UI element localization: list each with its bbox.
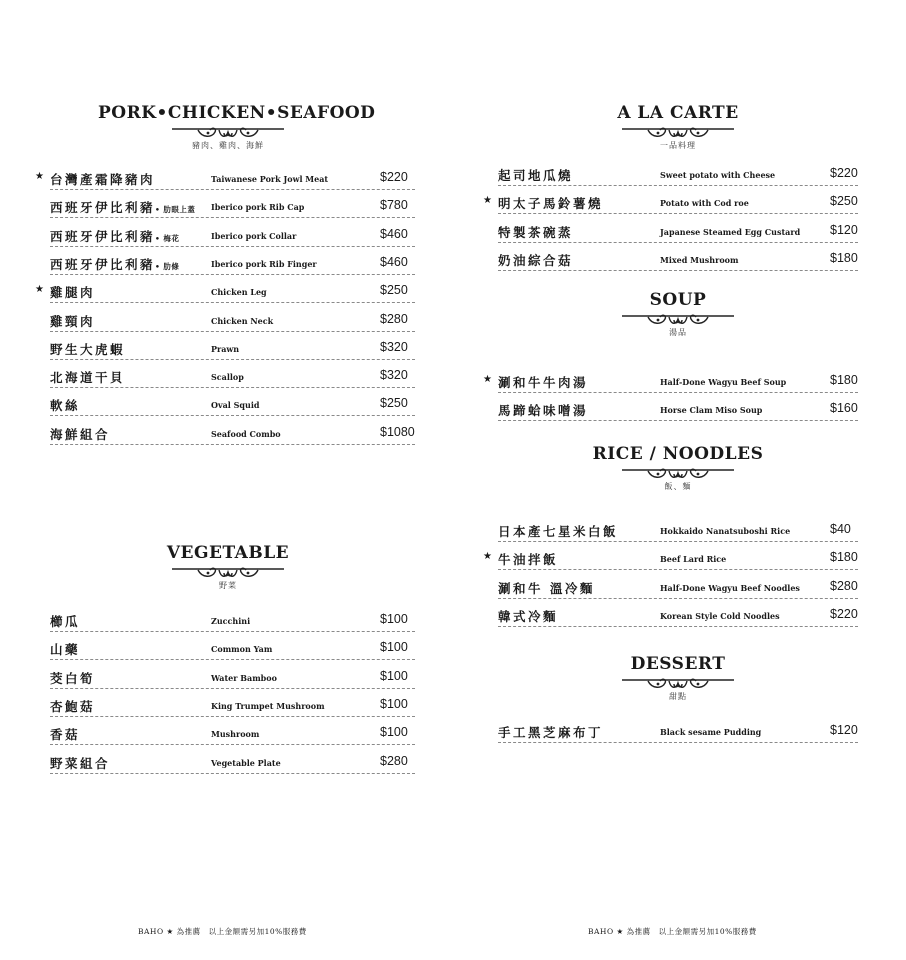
dashed-divider	[50, 716, 415, 717]
dish-name-english: King Trumpet Mushroom	[211, 700, 325, 711]
menu-item	[483, 373, 858, 393]
menu-item	[50, 612, 415, 632]
dish-price: $780	[380, 198, 408, 213]
dish-name-english: Half-Done Wagyu Beef Soup	[660, 377, 787, 387]
dashed-divider	[50, 302, 415, 303]
dashed-divider	[498, 270, 858, 271]
dish-price: $120	[830, 222, 858, 237]
dish-name-chinese	[498, 251, 573, 269]
dashed-divider	[50, 631, 415, 632]
dish-name-english: Water Bamboo	[211, 672, 277, 683]
dish-price: $220	[380, 170, 408, 184]
dish-price: $100	[380, 640, 408, 655]
dashed-divider	[498, 242, 858, 243]
dashed-divider	[50, 415, 415, 416]
dish-name-chinese-text: 特製茶碗蒸	[498, 224, 574, 240]
dish-price: $180	[830, 250, 858, 265]
recommended-star-icon: ★	[483, 551, 492, 563]
dish-price: $460	[380, 254, 408, 269]
menu-item	[50, 340, 415, 360]
dish-name-english: Beef Lard Rice	[660, 554, 727, 565]
section-subtitle: 一品料理	[660, 141, 696, 150]
dish-name-chinese	[50, 640, 80, 658]
menu-item	[50, 669, 415, 689]
dashed-divider	[50, 359, 415, 360]
dish-name-chinese-text: 山藥	[50, 642, 81, 658]
dish-name-english: Mushroom	[211, 729, 260, 740]
dish-name-english: Japanese Steamed Egg Custard	[660, 226, 801, 237]
section-header-a-la-carte	[578, 103, 778, 151]
dish-name-english: Half-Done Wagyu Beef Noodles	[660, 582, 800, 593]
recommended-star-icon: ★	[483, 374, 492, 385]
section-title: RICE / NOODLES	[592, 444, 764, 464]
dish-name-chinese	[498, 373, 588, 391]
dashed-divider	[498, 213, 858, 214]
dish-name-chinese-text: 杏鮑菇	[50, 698, 96, 714]
dish-name-chinese-text: 野生大虎蝦	[50, 341, 126, 357]
menu-item	[50, 640, 415, 660]
dish-name-english: Potato with Cod roe	[660, 198, 749, 209]
section-header-rice-noodles	[578, 444, 778, 492]
dish-price: $120	[830, 723, 858, 737]
dish-name-chinese	[50, 312, 95, 330]
menu-item	[50, 368, 415, 388]
section-header-pork-chicken-seafood	[98, 103, 376, 151]
dashed-divider	[498, 569, 858, 570]
menu-item	[50, 697, 415, 717]
dish-name-chinese-text: 馬蹄蛤味噌湯	[498, 403, 589, 419]
dish-name-chinese	[50, 227, 179, 245]
dashed-divider	[498, 742, 858, 743]
dish-name-chinese-text: 西班牙伊比利豬	[50, 256, 156, 272]
dish-name-english: Black sesame Pudding	[660, 727, 762, 737]
dish-name-chinese-text: 涮和牛牛肉湯	[498, 375, 589, 390]
menu-item	[498, 251, 858, 271]
dish-price: $250	[380, 283, 408, 298]
dish-name-chinese-text: 日本產七星米白飯	[498, 524, 619, 539]
dish-cut-note: • 肋眼上蓋	[155, 205, 196, 215]
dish-name-english: Common Yam	[211, 644, 273, 655]
dish-price: $180	[830, 550, 858, 565]
menu-item	[50, 725, 415, 745]
dish-price: $100	[380, 696, 408, 711]
dish-price: $460	[380, 226, 408, 241]
dashed-divider	[50, 444, 415, 445]
dish-name-chinese-text: 北海道干貝	[50, 370, 126, 386]
dashed-divider	[498, 420, 858, 421]
dish-name-chinese	[498, 223, 573, 241]
section-header-dessert	[578, 654, 778, 702]
dish-price: $220	[830, 166, 858, 180]
dish-name-chinese-text: 雞腿肉	[50, 285, 96, 301]
dish-name-chinese-text: 西班牙伊比利豬	[50, 228, 156, 244]
menu-item	[50, 425, 415, 445]
menu-item	[483, 194, 858, 214]
dish-name-english: Korean Style Cold Noodles	[660, 610, 780, 621]
dish-name-english: Chicken Leg	[211, 287, 267, 298]
dish-name-english: Horse Clam Miso Soup	[660, 405, 763, 416]
dish-name-chinese	[50, 368, 125, 386]
dashed-divider	[498, 598, 858, 599]
flourish-ornament-icon	[172, 125, 284, 139]
dish-name-chinese	[50, 612, 80, 630]
dish-name-chinese-text: 奶油綜合菇	[498, 252, 574, 268]
dish-price: $220	[830, 606, 858, 621]
dish-name-english: Seafood Combo	[211, 428, 281, 439]
dish-name-chinese-text: 雞頸肉	[50, 313, 96, 329]
section-title: DESSERT	[630, 654, 726, 674]
dish-price: $250	[380, 396, 408, 411]
menu-item	[50, 754, 415, 774]
menu-item	[35, 170, 415, 190]
dish-name-chinese-text: 起司地瓜燒	[498, 168, 574, 183]
dish-price: $320	[380, 368, 408, 383]
section-title: VEGETABLE	[166, 543, 290, 563]
dish-price: $250	[830, 194, 858, 209]
dish-name-chinese-text: 牛油拌飯	[498, 552, 559, 568]
dish-name-chinese	[50, 255, 179, 273]
dish-name-english: Iberico pork Rib Finger	[211, 258, 317, 269]
recommended-star-icon: ★	[483, 195, 492, 207]
dashed-divider	[50, 246, 415, 247]
dish-name-english: Scallop	[211, 372, 244, 383]
section-header-soup	[578, 290, 778, 338]
dish-price: $100	[380, 612, 408, 626]
recommended-star-icon: ★	[35, 284, 44, 296]
dish-name-chinese-text: 野菜組合	[50, 755, 111, 771]
menu-item	[483, 550, 858, 570]
dish-name-chinese	[50, 283, 95, 301]
flourish-ornament-icon	[622, 676, 734, 690]
dashed-divider	[50, 189, 415, 190]
dish-name-chinese	[498, 579, 595, 597]
menu-item	[50, 312, 415, 332]
dashed-divider	[498, 626, 858, 627]
menu-item	[498, 579, 858, 599]
dish-name-chinese-text: 香菇	[50, 727, 81, 743]
section-subtitle: 豬肉、雞肉、海鮮	[192, 141, 264, 150]
menu-item	[498, 401, 858, 421]
dish-name-english: Sweet potato with Cheese	[660, 170, 776, 180]
menu-item	[50, 198, 415, 218]
flourish-ornament-icon	[622, 466, 734, 480]
dish-name-chinese	[50, 198, 195, 216]
flourish-ornament-icon	[622, 312, 734, 326]
menu-item	[35, 283, 415, 303]
footer-note-right: BAHO ★ 為推薦 以上金額需另加10%服務費	[588, 927, 757, 936]
menu-item	[498, 223, 858, 243]
menu-item	[498, 166, 858, 186]
dish-name-chinese	[498, 194, 603, 212]
dashed-divider	[50, 331, 415, 332]
menu-item	[50, 255, 415, 275]
section-subtitle: 飯、麵	[664, 482, 692, 491]
section-subtitle: 野菜	[219, 581, 237, 590]
section-header-vegetable	[128, 543, 328, 591]
dish-name-chinese	[50, 425, 110, 443]
dish-name-english: Taiwanese Pork Jowl Meat	[211, 174, 329, 184]
dish-price: $1080	[380, 424, 415, 439]
dish-name-chinese-text: 台灣產霜降豬肉	[50, 172, 156, 187]
dish-name-english: Iberico pork Rib Cap	[211, 202, 305, 213]
dashed-divider	[50, 217, 415, 218]
menu-item	[498, 522, 858, 542]
dish-name-chinese-text: 海鮮組合	[50, 426, 111, 442]
dish-name-chinese-text: 手工黑芝麻布丁	[498, 725, 604, 740]
dish-name-chinese	[50, 669, 95, 687]
dish-name-english: Hokkaido Nanatsuboshi Rice	[660, 526, 791, 536]
dish-name-english: Vegetable Plate	[211, 757, 281, 768]
dashed-divider	[50, 773, 415, 774]
dish-name-chinese	[50, 754, 110, 772]
dish-name-chinese	[498, 522, 618, 540]
footer-note-left: BAHO ★ 為推薦 以上金額需另加10%服務費	[138, 927, 307, 936]
dish-name-english: Zucchini	[211, 616, 251, 626]
dish-name-chinese	[50, 170, 155, 188]
dish-price: $100	[380, 725, 408, 740]
dish-name-chinese	[498, 550, 558, 568]
dashed-divider	[50, 744, 415, 745]
dish-price: $320	[380, 339, 408, 354]
dashed-divider	[50, 688, 415, 689]
dish-name-chinese	[50, 340, 125, 358]
dish-name-chinese	[498, 401, 588, 419]
menu-item	[498, 607, 858, 627]
dish-name-english: Mixed Mushroom	[660, 254, 739, 265]
dish-name-english: Iberico pork Collar	[211, 230, 297, 241]
dish-name-chinese-text: 韓式冷麵	[498, 608, 559, 624]
dashed-divider	[50, 274, 415, 275]
flourish-ornament-icon	[622, 125, 734, 139]
dish-cut-note: • 梅花	[155, 233, 180, 243]
dish-name-chinese	[498, 607, 558, 625]
section-subtitle: 湯品	[669, 328, 687, 337]
dish-price: $40	[830, 522, 851, 536]
dashed-divider	[50, 659, 415, 660]
section-title: A LA CARTE	[617, 103, 739, 123]
dish-name-chinese	[50, 697, 95, 715]
dashed-divider	[50, 387, 415, 388]
dish-price: $180	[830, 373, 858, 387]
menu-item	[50, 227, 415, 247]
dish-price: $160	[830, 401, 858, 416]
dish-name-chinese	[50, 396, 80, 414]
section-title: SOUP	[649, 290, 707, 310]
dish-name-chinese-text: 茭白筍	[50, 670, 96, 686]
dashed-divider	[498, 541, 858, 542]
dish-name-chinese	[498, 166, 573, 184]
dashed-divider	[498, 392, 858, 393]
dish-price: $280	[380, 311, 408, 326]
dish-name-chinese-text: 軟絲	[50, 398, 81, 414]
menu-item	[50, 396, 415, 416]
dish-name-chinese-text: 明太子馬鈴薯燒	[498, 196, 604, 212]
dish-price: $280	[380, 753, 408, 768]
dish-price: $100	[380, 668, 408, 683]
dish-name-english: Oval Squid	[211, 400, 260, 411]
dish-name-chinese-text: 涮和牛 溫冷麵	[498, 580, 595, 596]
dish-name-chinese-text: 西班牙伊比利豬	[50, 200, 156, 216]
recommended-star-icon: ★	[35, 171, 44, 182]
menu-item	[498, 723, 858, 743]
dish-price: $280	[830, 578, 858, 593]
dish-name-chinese-text: 櫛瓜	[50, 614, 81, 629]
dish-name-chinese	[50, 725, 80, 743]
dish-name-chinese	[498, 723, 603, 741]
dish-cut-note: • 肋條	[155, 261, 180, 271]
flourish-ornament-icon	[172, 565, 284, 579]
dish-name-english: Prawn	[211, 343, 240, 354]
section-title: PORK•CHICKEN•SEAFOOD	[98, 103, 376, 123]
dashed-divider	[498, 185, 858, 186]
section-subtitle: 甜點	[669, 692, 687, 701]
dish-name-english: Chicken Neck	[211, 315, 274, 326]
